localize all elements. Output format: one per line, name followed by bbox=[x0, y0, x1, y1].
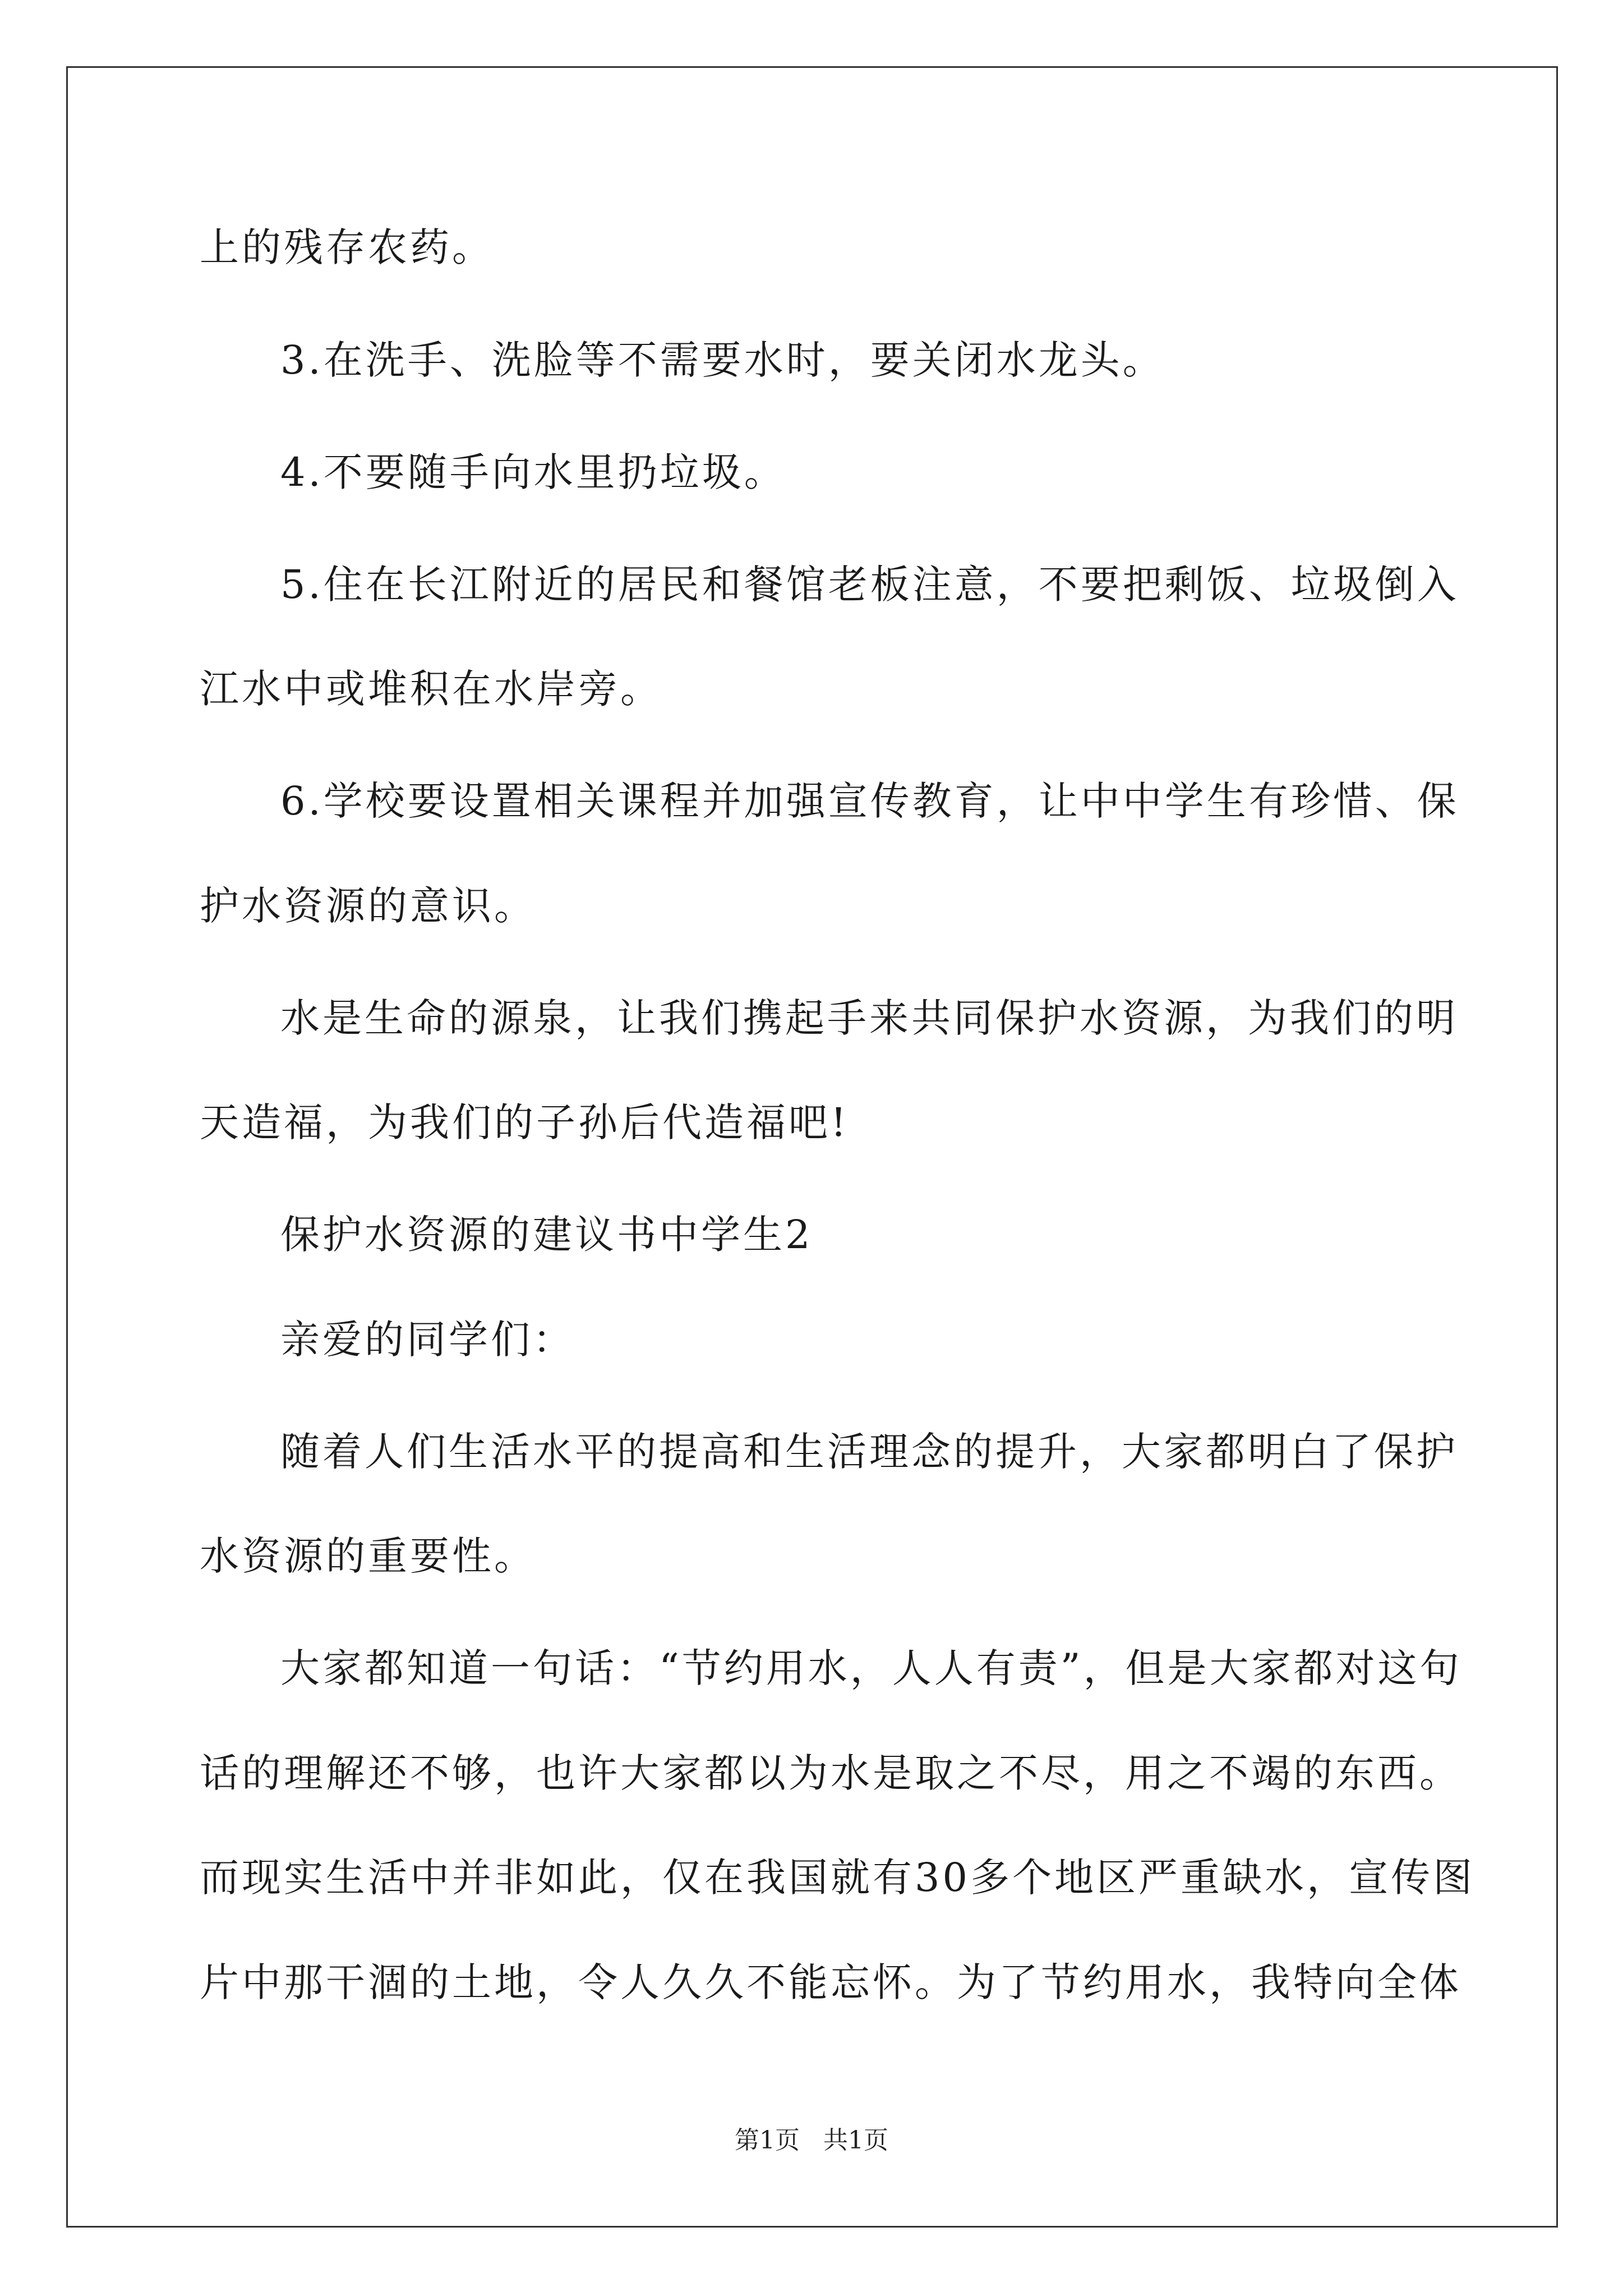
salutation: 亲爱的同学们： bbox=[280, 1317, 575, 1363]
text-line: 4.不要随手向水里扔垃圾。 bbox=[280, 449, 786, 495]
text-line: 话的理解还不够，也许大家都以为水是取之不尽，用之不竭的东西。 bbox=[200, 1750, 1461, 1796]
text-line: 3.在洗手、洗脸等不需要水时，要关闭水龙头。 bbox=[280, 337, 1165, 383]
text-line: 护水资源的意识。 bbox=[200, 883, 536, 929]
text-line: 6.学校要设置相关课程并加强宣传教育，让中中学生有珍惜、保 bbox=[280, 778, 1459, 824]
text-line: 随着人们生活水平的提高和生活理念的提升，大家都明白了保护 bbox=[280, 1429, 1458, 1475]
text-line: 5.住在长江附近的居民和餐馆老板注意，不要把剩饭、垃圾倒入 bbox=[280, 562, 1459, 608]
text-line: 片中那干涸的土地，令人久久不能忘怀。为了节约用水，我特向全体 bbox=[200, 1959, 1461, 2005]
text-line: 大家都知道一句话：“节约用水，人人有责”，但是大家都对这句 bbox=[280, 1645, 1462, 1691]
text-line: 江水中或堆积在水岸旁。 bbox=[200, 666, 662, 712]
text-line: 水是生命的源泉，让我们携起手来共同保护水资源，为我们的明 bbox=[280, 995, 1458, 1041]
section-heading: 保护水资源的建议书中学生2 bbox=[280, 1212, 813, 1258]
text-line: 水资源的重要性。 bbox=[200, 1533, 536, 1579]
text-line: 而现实生活中并非如此，仅在我国就有30多个地区严重缺水，宣传图 bbox=[200, 1855, 1476, 1901]
text-line: 天造福，为我们的子孙后代造福吧! bbox=[200, 1099, 850, 1145]
page-footer: 第1页 共1页 bbox=[735, 2126, 888, 2155]
text-line: 上的残存农药。 bbox=[200, 224, 494, 270]
